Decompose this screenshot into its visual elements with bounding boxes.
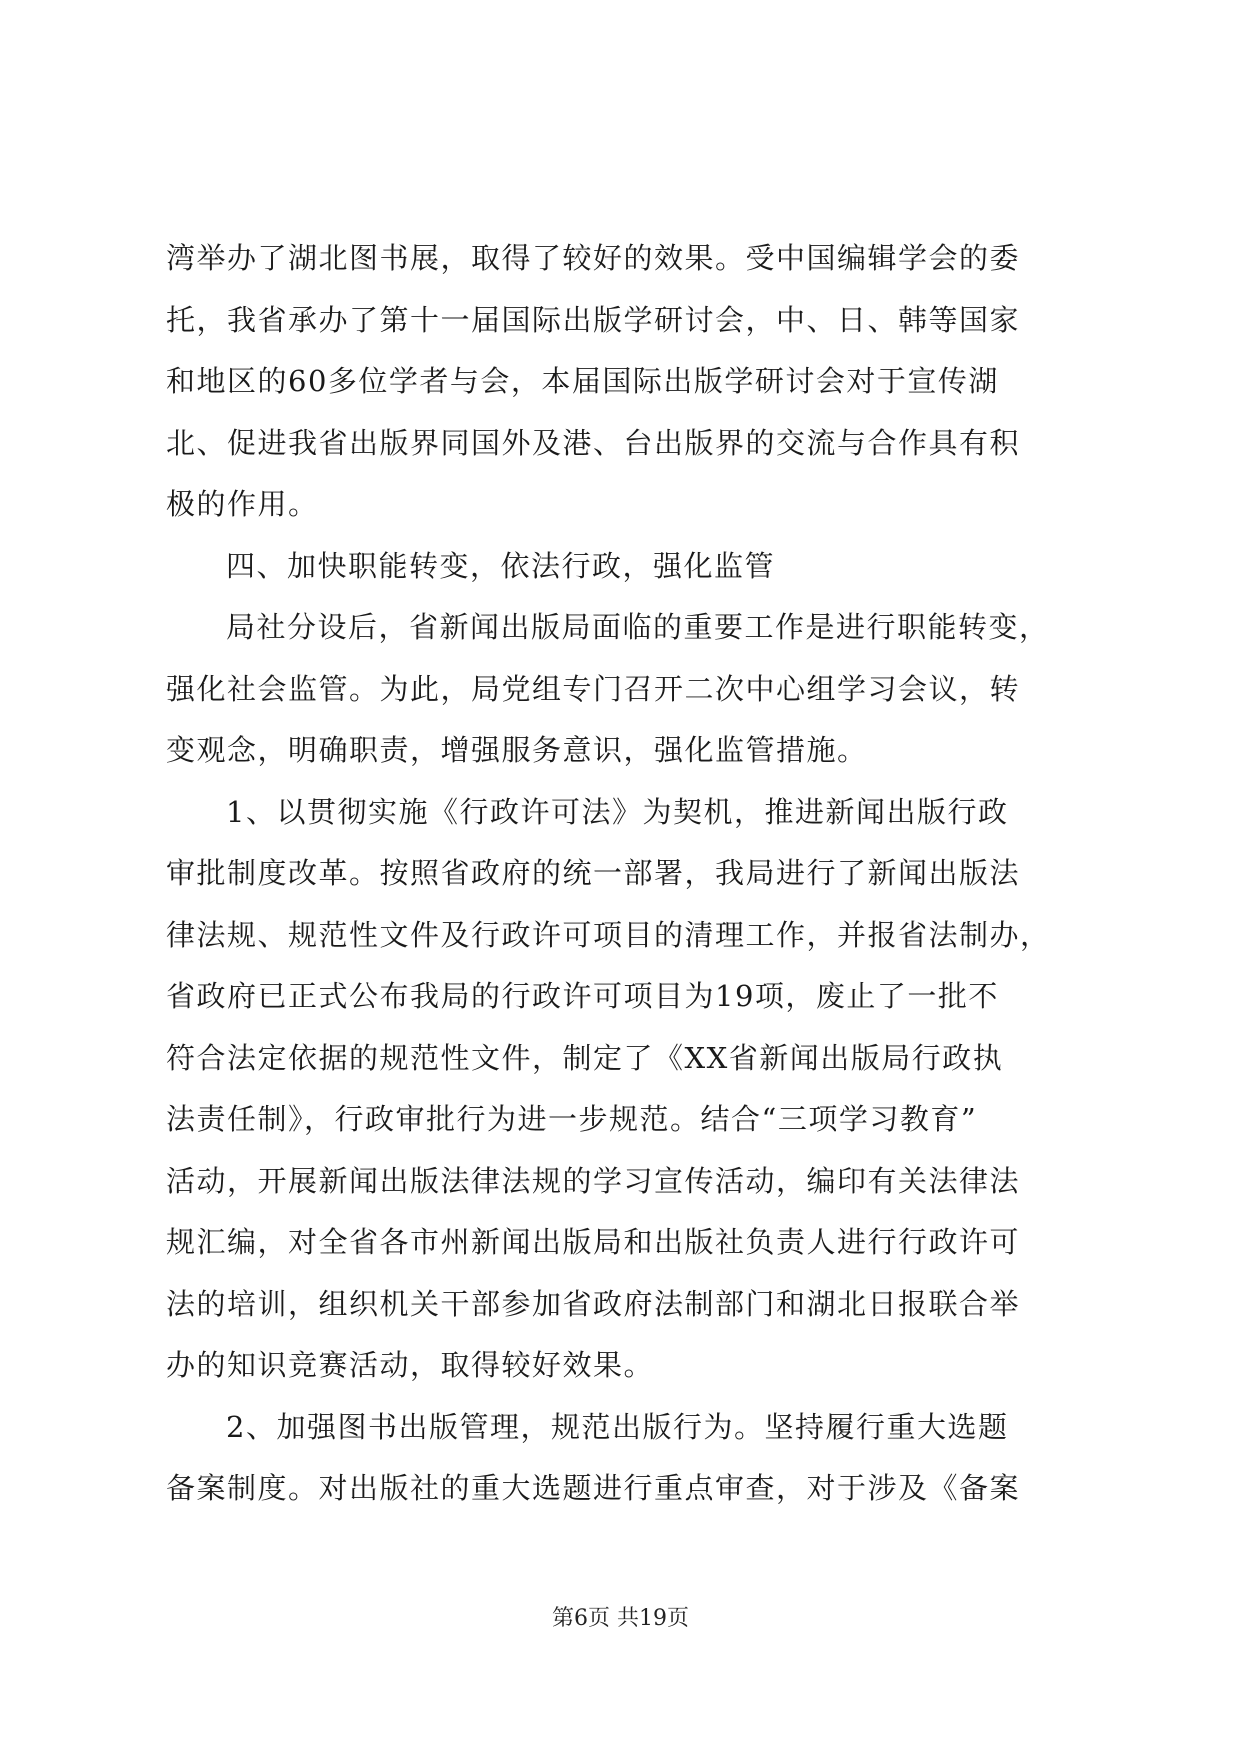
text-line: 四、加快职能转变，依法行政，强化监管: [226, 548, 776, 583]
text-line: 局社分设后，省新闻出版局面临的重要工作是进行职能转变，: [226, 610, 1050, 644]
body-text: [166, 228, 1078, 1520]
text-line: 托，我省承办了第十一届国际出版学研讨会，中、日、韩等国家: [166, 302, 1021, 337]
text-line: 符合法定依据的规范性文件，制定了《XX省新闻出版局行政执: [166, 1040, 1004, 1075]
text-line: 和地区的60多位学者与会，本届国际出版学研讨会对于宣传湖: [166, 364, 999, 398]
text-line: 活动，开展新闻出版法律法规的学习宣传活动，编印有关法律法: [166, 1163, 1021, 1198]
text-line: 极的作用。: [166, 487, 319, 521]
text-line: 律法规、规范性文件及行政许可项目的清理工作，并报省法制办，: [166, 917, 1051, 952]
page-footer: 第6页 共19页: [552, 1606, 689, 1631]
text-line: 法责任制》，行政审批行为进一步规范。结合“三项学习教育”: [166, 1102, 978, 1136]
text-line: 变观念，明确职责，增强服务意识，强化监管措施。: [166, 733, 868, 767]
text-line: 2、加强图书出版管理，规范出版行为。坚持履行重大选题: [226, 1409, 1009, 1444]
text-line: 1、以贯彻实施《行政许可法》为契机，推进新闻出版行政: [226, 794, 1009, 829]
text-line: 省政府已正式公布我局的行政许可项目为19项，废止了一批不: [166, 979, 999, 1013]
text-line: 备案制度。对出版社的重大选题进行重点审查，对于涉及《备案: [166, 1471, 1021, 1505]
text-line: 北、促进我省出版界同国外及港、台出版界的交流与合作具有积: [166, 425, 1021, 460]
text-line: 规汇编，对全省各市州新闻出版局和出版社负责人进行行政许可: [166, 1225, 1021, 1259]
text-line: 审批制度改革。按照省政府的统一部署，我局进行了新闻出版法: [166, 856, 1021, 890]
text-line: 办的知识竞赛活动，取得较好效果。: [166, 1348, 655, 1382]
text-line: 湾举办了湖北图书展，取得了较好的效果。受中国编辑学会的委: [166, 241, 1021, 275]
text-line: 法的培训，组织机关干部参加省政府法制部门和湖北日报联合举: [166, 1286, 1021, 1321]
text-line: 强化社会监管。为此，局党组专门召开二次中心组学习会议，转: [166, 671, 1021, 706]
